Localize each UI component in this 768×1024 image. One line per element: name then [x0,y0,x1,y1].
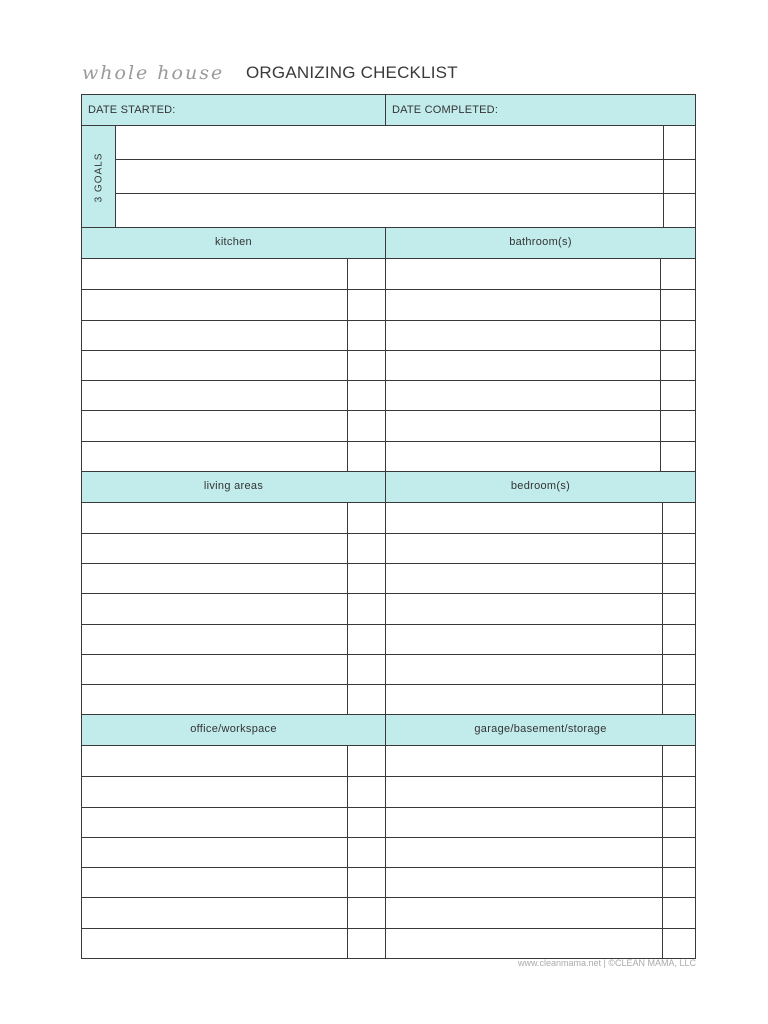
section-label-kitchen: kitchen [215,236,252,248]
bedrooms-task-checkbox[interactable] [663,503,695,533]
bathrooms-task-checkbox[interactable] [661,350,695,380]
living-areas-task-input[interactable] [82,503,347,533]
office-task-input[interactable] [82,807,347,837]
living-areas-task-checkbox[interactable] [348,503,385,533]
bedrooms-task-checkbox[interactable] [663,563,695,593]
goal-check-1[interactable] [664,126,695,159]
living-areas-task-checkbox[interactable] [348,593,385,624]
living-areas-task-input[interactable] [82,654,347,684]
bathrooms-task-checkbox[interactable] [661,259,695,289]
bathrooms-task-input[interactable] [386,441,660,471]
section-label-living-areas: living areas [203,480,264,492]
garage-task-checkbox[interactable] [663,746,695,776]
kitchen-task-checkbox[interactable] [348,380,385,410]
section-label-garage: garage/basement/storage [474,723,607,735]
living-areas-task-checkbox[interactable] [348,684,385,714]
living-areas-task-input[interactable] [82,684,347,714]
bedrooms-task-checkbox[interactable] [663,593,695,624]
office-task-input[interactable] [82,776,347,807]
footer-credit: www.cleanmama.net | ©CLEAN MAMA, LLC [517,958,696,968]
kitchen-task-input[interactable] [82,350,347,380]
goal-check-3[interactable] [664,194,695,227]
office-task-checkbox[interactable] [348,807,385,837]
garage-task-checkbox[interactable] [663,928,695,958]
kitchen-task-input[interactable] [82,259,347,289]
date-completed-label: DATE COMPLETED: [392,104,499,116]
bathrooms-task-input[interactable] [386,289,660,320]
section-label-bedrooms: bedroom(s) [510,480,571,492]
bedrooms-task-input[interactable] [386,563,662,593]
living-areas-task-checkbox[interactable] [348,563,385,593]
goal-input-3[interactable] [116,194,663,227]
date-started-label: DATE STARTED: [88,104,176,116]
office-task-checkbox[interactable] [348,776,385,807]
bedrooms-task-input[interactable] [386,593,662,624]
kitchen-task-input[interactable] [82,441,347,471]
date-started-field[interactable] [82,95,386,125]
date-completed-field[interactable] [386,95,695,125]
office-task-input[interactable] [82,746,347,776]
bathrooms-task-input[interactable] [386,259,660,289]
bathrooms-task-checkbox[interactable] [661,441,695,471]
bathrooms-task-checkbox[interactable] [661,380,695,410]
garage-task-checkbox[interactable] [663,867,695,897]
bedrooms-task-checkbox[interactable] [663,624,695,654]
garage-task-input[interactable] [386,837,662,867]
office-task-input[interactable] [82,867,347,897]
kitchen-task-input[interactable] [82,380,347,410]
office-task-checkbox[interactable] [348,867,385,897]
garage-task-checkbox[interactable] [663,837,695,867]
bathrooms-task-input[interactable] [386,320,660,350]
garage-task-input[interactable] [386,776,662,807]
kitchen-task-checkbox[interactable] [348,259,385,289]
bedrooms-task-checkbox[interactable] [663,654,695,684]
living-areas-task-input[interactable] [82,563,347,593]
bathrooms-task-checkbox[interactable] [661,410,695,441]
bedrooms-task-input[interactable] [386,503,662,533]
living-areas-task-input[interactable] [82,593,347,624]
goal-input-2[interactable] [116,160,663,193]
goals-label-wrap [83,127,115,227]
bathrooms-task-input[interactable] [386,410,660,441]
garage-task-checkbox[interactable] [663,897,695,928]
goal-check-2[interactable] [664,160,695,193]
living-areas-task-checkbox[interactable] [348,533,385,563]
kitchen-task-input[interactable] [82,410,347,441]
kitchen-task-checkbox[interactable] [348,441,385,471]
bedrooms-task-checkbox[interactable] [663,684,695,714]
goal-input-1[interactable] [116,126,663,159]
kitchen-task-checkbox[interactable] [348,350,385,380]
garage-task-checkbox[interactable] [663,776,695,807]
section-label-office: office/workspace [190,723,277,735]
title-script-text: whole house [82,62,225,84]
living-areas-task-checkbox[interactable] [348,654,385,684]
office-task-checkbox[interactable] [348,746,385,776]
office-task-checkbox[interactable] [348,837,385,867]
page-title: ORGANIZING CHECKLIST [246,63,458,82]
living-areas-task-input[interactable] [82,533,347,563]
kitchen-task-checkbox[interactable] [348,410,385,441]
office-task-checkbox[interactable] [348,928,385,958]
living-areas-task-input[interactable] [82,624,347,654]
garage-task-input[interactable] [386,746,662,776]
garage-task-input[interactable] [386,807,662,837]
bathrooms-task-input[interactable] [386,350,660,380]
kitchen-task-checkbox[interactable] [348,289,385,320]
bedrooms-task-input[interactable] [386,684,662,714]
office-task-input[interactable] [82,837,347,867]
office-task-checkbox[interactable] [348,897,385,928]
living-areas-task-checkbox[interactable] [348,624,385,654]
garage-task-input[interactable] [386,867,662,897]
bathrooms-task-input[interactable] [386,380,660,410]
kitchen-task-checkbox[interactable] [348,320,385,350]
section-label-bathrooms: bathroom(s) [509,236,572,248]
garage-task-input[interactable] [386,897,662,928]
checklist-sheet [81,94,696,959]
bedrooms-task-checkbox[interactable] [663,533,695,563]
bathrooms-task-checkbox[interactable] [661,320,695,350]
garage-task-checkbox[interactable] [663,807,695,837]
office-task-input[interactable] [82,928,347,958]
bedrooms-task-input[interactable] [386,624,662,654]
bathrooms-task-checkbox[interactable] [661,289,695,320]
kitchen-task-input[interactable] [82,289,347,320]
bedrooms-task-input[interactable] [386,533,662,563]
office-task-input[interactable] [82,897,347,928]
garage-task-input[interactable] [386,928,662,958]
kitchen-task-input[interactable] [82,320,347,350]
goals-label: 3 GOALS [93,152,105,202]
bedrooms-task-input[interactable] [386,654,662,684]
